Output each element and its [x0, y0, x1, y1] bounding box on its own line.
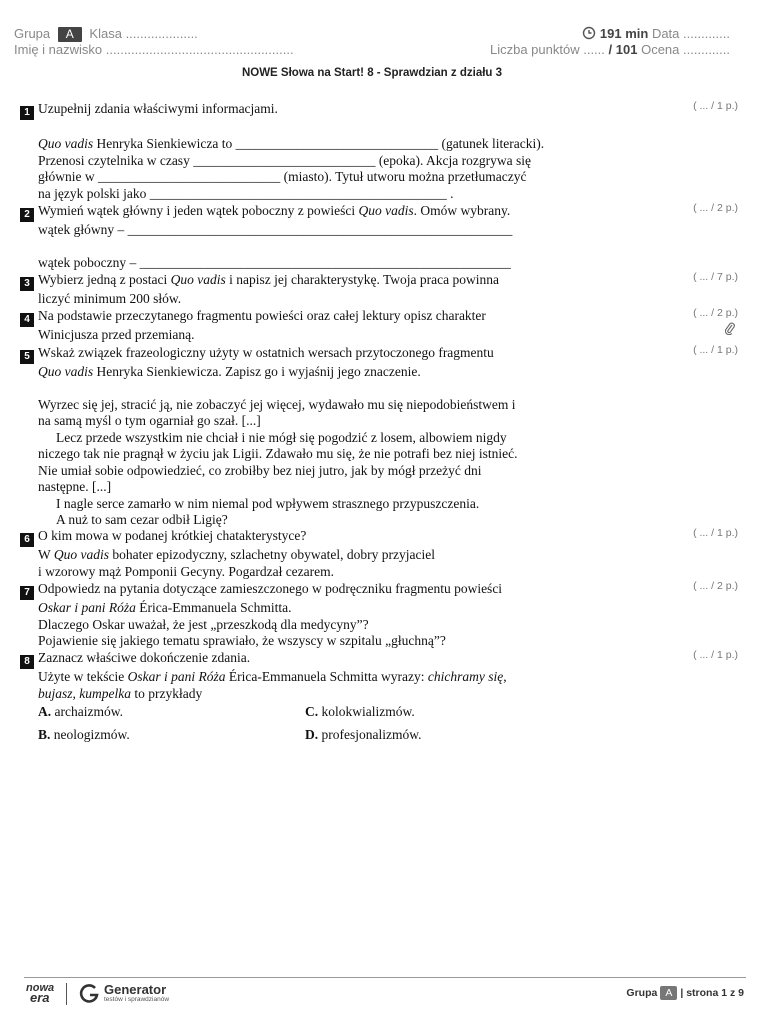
- fill-line[interactable]: Henryka Sienkiewicza to ______________________________ (gatunek literacki).: [93, 136, 545, 151]
- task-prompt: Wskaż związek frazeologiczny użyty w ostatnich wersach przytoczonego fragmentu: [38, 345, 494, 360]
- option-text: archaizmów.: [54, 704, 123, 719]
- page-footer-info: [626, 986, 744, 1000]
- word-italic: bujasz, kumpelka: [38, 685, 131, 701]
- quote-line: niczego tak nie pragnął w życiu jak Ligii. Zdawało mu się, że nie potrafi bez niej istnieć.: [38, 446, 518, 461]
- task-prompt: O kim mowa w podanej krótkiej chatakterystyce?: [38, 528, 307, 543]
- task-number: 3: [20, 277, 34, 291]
- group-label: Grupa: [14, 26, 51, 41]
- task-number: 4: [20, 313, 34, 327]
- quote-line: Lecz przede wszystkim nie chciał i nie mógł się pogodzić z losem, albowiem nigdy: [56, 429, 507, 445]
- logo-text: nowa: [26, 982, 55, 994]
- option-letter: D.: [305, 727, 319, 742]
- class-field[interactable]: ....................: [125, 26, 198, 41]
- task-prompt: Odpowiedz na pytania dotyczące zamieszczonego w podręczniku fragmentu powieści: [38, 581, 503, 596]
- page-title: NOWE Słowa na Start! 8 - Sprawdzian z działu 3: [241, 67, 503, 79]
- task-prompt: Henryka Sienkiewicza. Zapisz go i wyjaśnij jego znaczenie.: [93, 364, 421, 379]
- logo-text: era: [30, 990, 50, 1005]
- points-line: [490, 42, 730, 57]
- task-text: to przykłady: [130, 685, 203, 701]
- name-label: Imię i nazwisko: [14, 42, 103, 57]
- option-letter: A.: [38, 704, 52, 719]
- title-italic: Quo vadis: [38, 364, 94, 379]
- task-prompt: liczyć minimum 200 słów.: [38, 291, 182, 306]
- grade-label: Ocena: [641, 42, 680, 57]
- title-italic: Oskar i pani Róża: [38, 600, 136, 615]
- task-points: ( ... / 1 p.): [693, 527, 738, 539]
- clock-icon: [582, 26, 596, 40]
- option-c[interactable]: [305, 704, 415, 720]
- points-label: Liczba punktów: [489, 42, 580, 57]
- page-number: | strona 1 z 9: [680, 987, 744, 999]
- task-7: [20, 581, 580, 650]
- points-sep: /: [608, 42, 613, 57]
- quote-line: na samą myśl o tym ogarniał go szał. [...]: [38, 413, 261, 428]
- fill-line[interactable]: na język polski jako ____________________________________________ .: [38, 185, 454, 201]
- task-points: ( ... / 2 p.): [693, 307, 738, 319]
- task-number: 2: [20, 208, 34, 222]
- task-prompt: Wymień wątek główny i jeden wątek poboczny z powieści: [38, 203, 359, 218]
- task-5: [20, 345, 580, 529]
- group-badge: A: [58, 27, 82, 42]
- generator-subtitle: testów i sprawdzianów: [104, 996, 170, 1003]
- fill-line[interactable]: głównie w ___________________________ (miasto). Tytuł utworu można przetłumaczyć: [38, 169, 527, 184]
- date-field[interactable]: .............: [683, 26, 730, 41]
- task-text: W: [38, 547, 54, 562]
- fill-line[interactable]: Przenosi czytelnika w czasy ___________________________ (epoka). Akcja rozgrywa się: [38, 152, 532, 168]
- footer-divider: [24, 977, 746, 978]
- footer-group-badge: A: [660, 986, 677, 1000]
- task-prompt: Uzupełnij zdania właściwymi informacjami.: [38, 101, 278, 116]
- answer-line-side[interactable]: wątek poboczny – _______________________________________________________: [38, 254, 511, 270]
- task-1: [20, 101, 580, 202]
- title-italic: Quo vadis: [358, 203, 414, 218]
- date-label: Data: [651, 26, 680, 41]
- task-points: ( ... / 1 p.): [693, 649, 738, 661]
- points-total: 101: [615, 42, 638, 57]
- group-line: [14, 26, 198, 42]
- title-italic: Quo vadis: [38, 136, 94, 151]
- option-letter: C.: [305, 704, 319, 719]
- time-date-line: [582, 26, 730, 41]
- task-points: ( ... / 7 p.): [693, 271, 738, 283]
- task-text: bohater epizodyczny, szlachetny obywatel, dobry przyjaciel: [109, 547, 435, 562]
- task-4: [20, 308, 580, 344]
- task-prompt: Wybierz jedną z postaci: [38, 272, 171, 287]
- task-text: Użyte w tekście: [38, 669, 128, 684]
- quote-line: Wyrzec się jej, stracić ją, nie zobaczyć jej więcej, wydawało mu się niepodobieństwem i: [38, 396, 516, 412]
- class-label: Klasa: [89, 26, 122, 41]
- option-d[interactable]: [305, 727, 421, 743]
- question-line: Pojawienie się jakiego tematu sprawiało, że wszyscy w szpitalu „głuchną”?: [38, 633, 446, 648]
- generator-g-icon: [78, 983, 100, 1005]
- quote-line: I nagle serce zamarło w nim niemal pod wpływem strasznego przypuszczenia.: [56, 495, 480, 511]
- task-number: 7: [20, 586, 34, 600]
- option-text: neologizmów.: [53, 727, 130, 742]
- task-prompt: i napisz jej charakterystykę. Twoja praca powinna: [225, 272, 499, 287]
- task-prompt: Winicjusza przed przemianą.: [38, 327, 195, 342]
- task-number: 8: [20, 655, 34, 669]
- task-prompt: Zaznacz właściwe dokończenie zdania.: [38, 650, 251, 665]
- question-line: Dlaczego Oskar uważał, że jest „przeszkodą dla medycyny”?: [38, 616, 369, 632]
- logo-divider: [66, 983, 67, 1005]
- task-number: 1: [20, 106, 34, 120]
- option-a[interactable]: [38, 704, 123, 720]
- task-points: ( ... / 2 p.): [693, 580, 738, 592]
- task-points: ( ... / 1 p.): [693, 344, 738, 356]
- paperclip-icon[interactable]: [725, 322, 735, 335]
- task-8: 8 Zaznacz właściwe dokończenie zdania. Użyte w tekście Oskar i pani Róża Érica-Emmanuela Schmitta wyrazy: chichramy się, bujasz, kumpelka to przykłady: [20, 650, 580, 702]
- task-text: i wzorowy mąż Pomponii Gecyny. Pogardzał cezarem.: [38, 563, 335, 579]
- name-field[interactable]: ....................................................: [105, 42, 294, 57]
- word-italic: chichramy się: [427, 669, 504, 684]
- answer-line-main[interactable]: wątek główny – _________________________________________________________: [38, 222, 513, 237]
- task-number: 5: [20, 350, 34, 364]
- task-text: Érica-Emmanuela Schmitta wyrazy:: [225, 669, 428, 684]
- task-number: 6: [20, 533, 34, 547]
- task-text: Érica-Emmanuela Schmitta.: [135, 600, 292, 615]
- quote-line: A nuż to sam cezar odbił Ligię?: [56, 512, 228, 527]
- title-italic: Oskar i pani Róża: [127, 669, 226, 684]
- name-line: [14, 42, 294, 57]
- footer-group-label: Grupa: [626, 987, 658, 999]
- title-italic: Quo vadis: [170, 272, 226, 287]
- points-field[interactable]: ......: [583, 42, 605, 57]
- task-points: ( ... / 2 p.): [693, 202, 738, 214]
- option-letter: B.: [38, 727, 51, 742]
- task-prompt: . Omów wybrany.: [413, 203, 511, 218]
- title-italic: Quo vadis: [53, 547, 109, 562]
- option-b[interactable]: [38, 727, 130, 743]
- generator-title: Generator: [104, 982, 167, 997]
- task-points: ( ... / 1 p.): [693, 100, 738, 112]
- option-text: kolokwializmów.: [321, 704, 415, 719]
- quote-line: następne. [...]: [38, 479, 112, 494]
- task-prompt: Na podstawie przeczytanego fragmentu powieści oraz całej lektury opisz charakter: [38, 308, 486, 323]
- task-2: [20, 203, 580, 271]
- quote-block: [20, 397, 580, 529]
- task-3: [20, 272, 580, 308]
- quote-line: Nie umiał sobie odpowiedzieć, co zrobiłby bez niej jutro, jak by mógł przeżyć dni: [38, 462, 482, 478]
- option-text: profesjonalizmów.: [321, 727, 422, 742]
- nowa-era-logo: [26, 983, 54, 1003]
- task-6: [20, 528, 580, 580]
- grade-field[interactable]: .............: [683, 42, 730, 57]
- time-value: 191 min: [599, 26, 649, 41]
